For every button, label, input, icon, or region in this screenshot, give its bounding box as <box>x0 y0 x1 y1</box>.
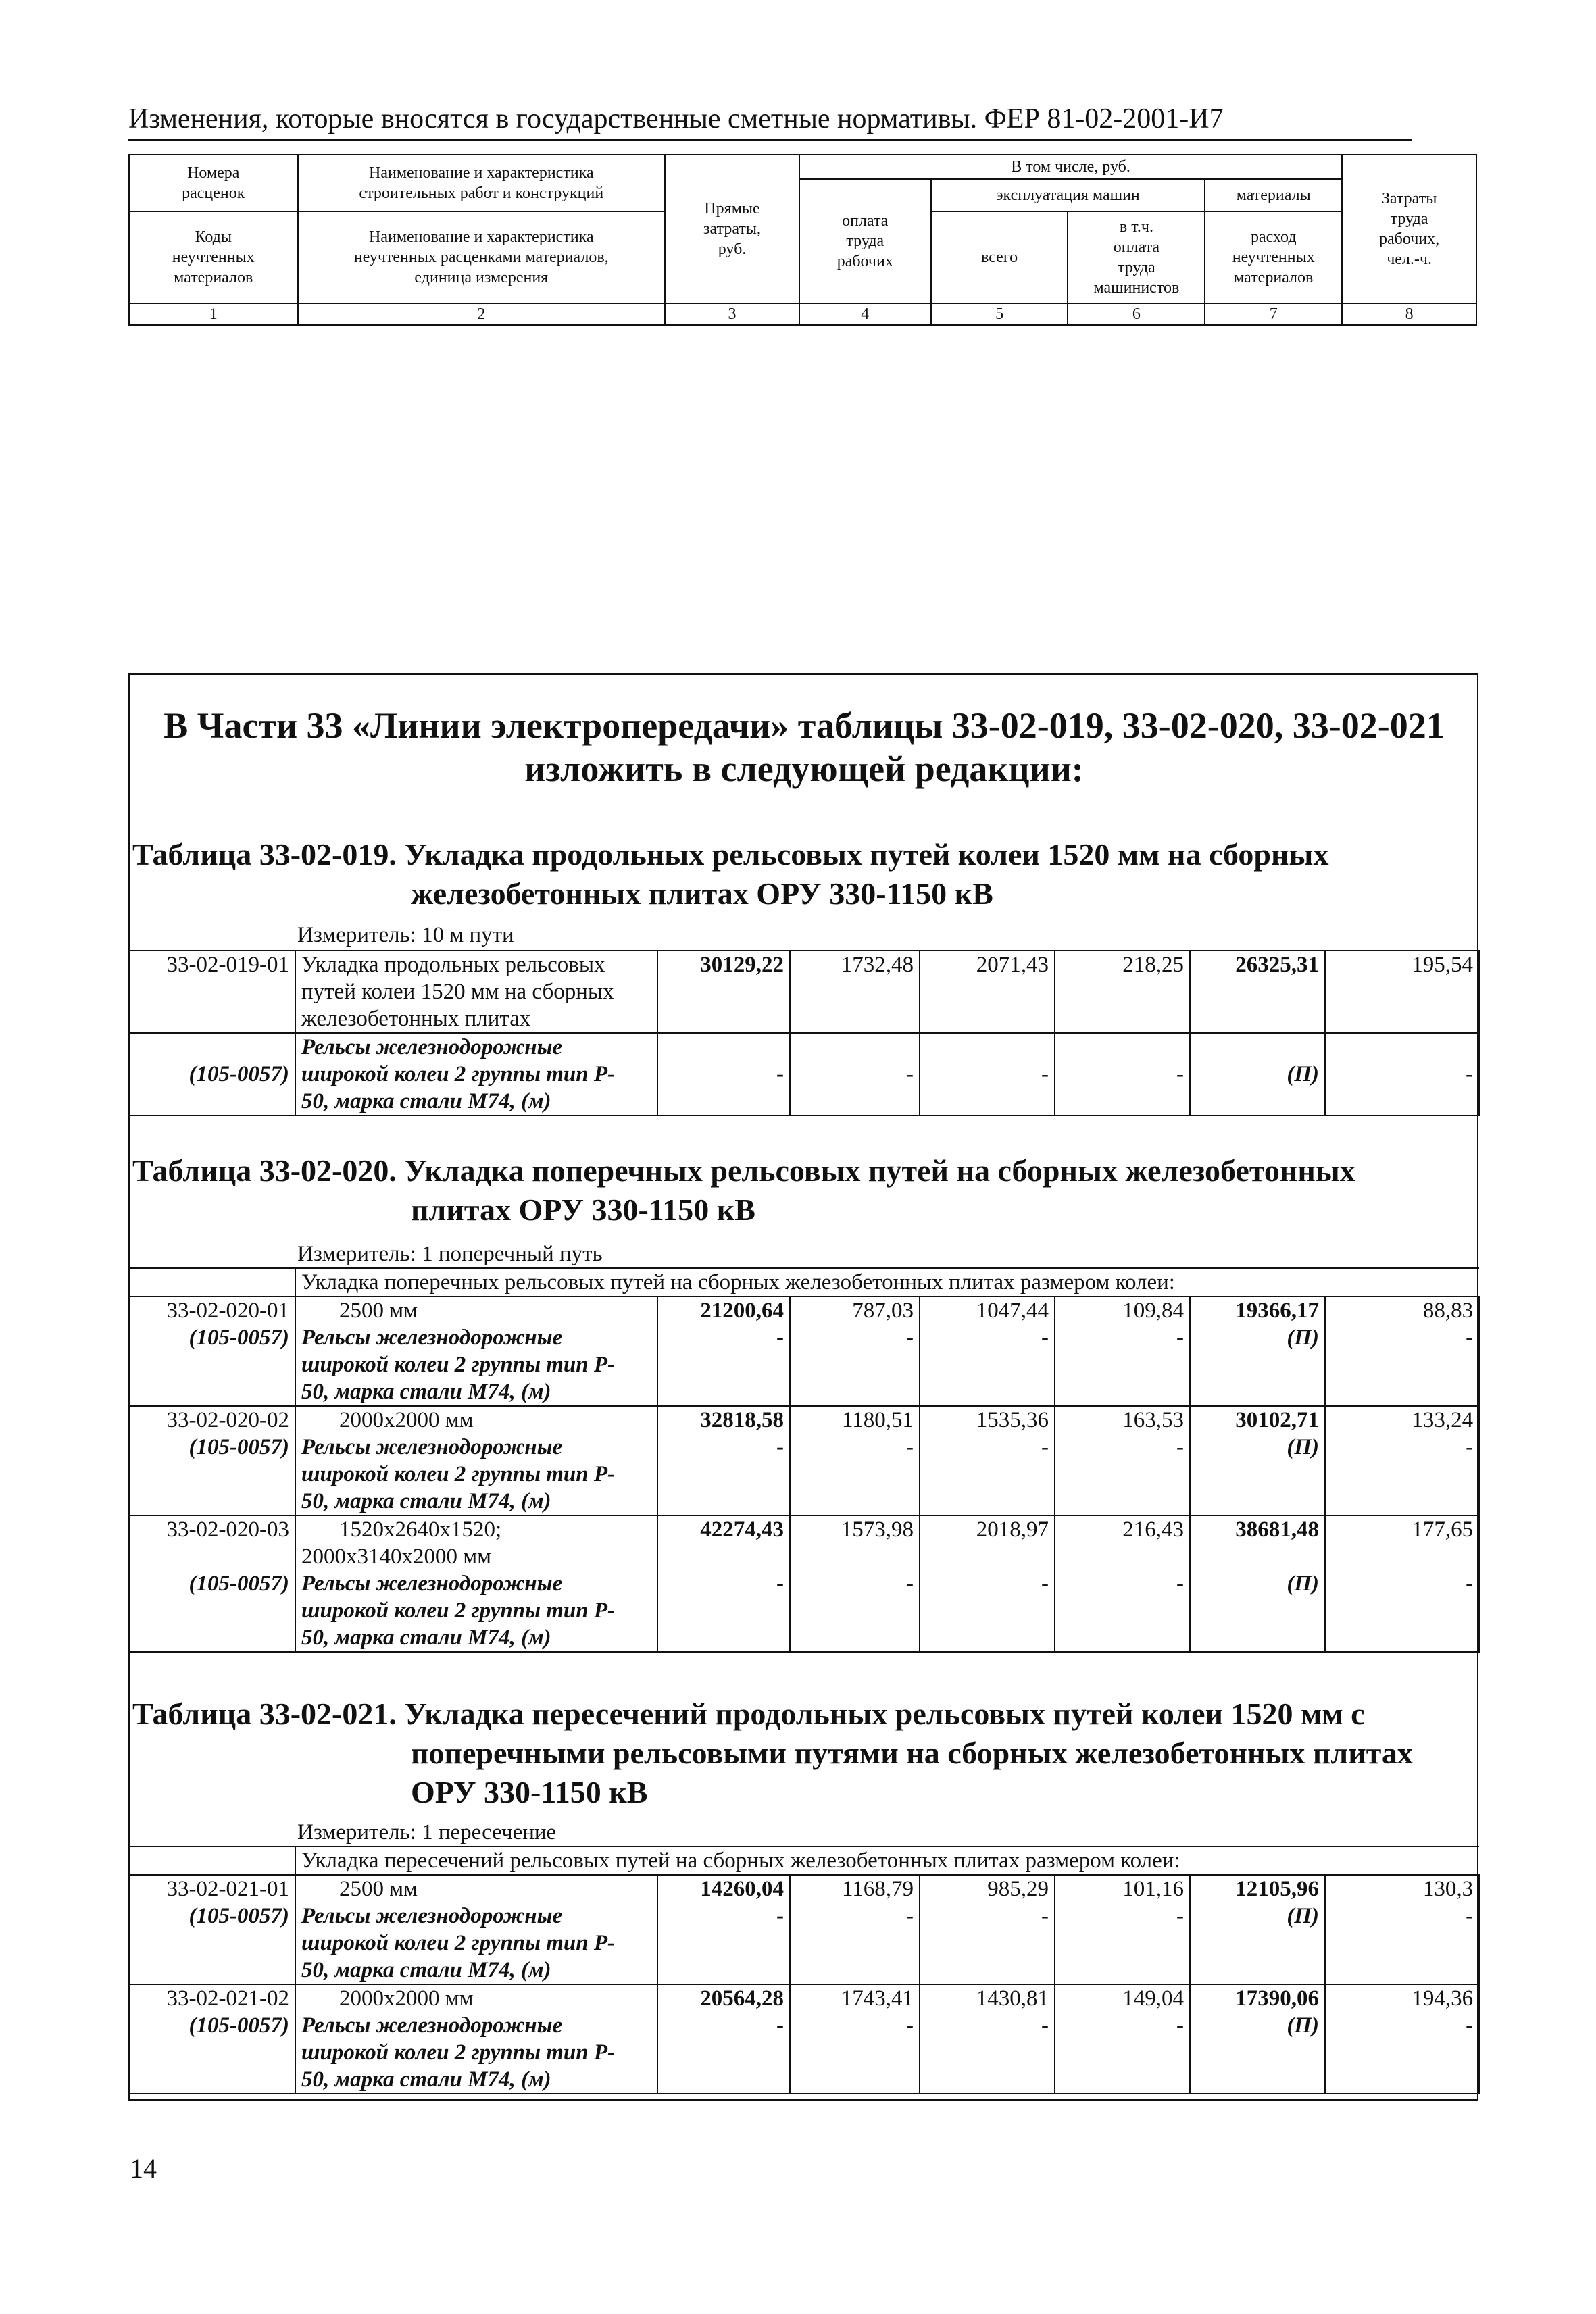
operators-pay: 163,53 - <box>1055 1406 1190 1515</box>
labor-hours: 130,3 - <box>1325 1875 1479 1984</box>
col8-header: Затраты труда рабочих, чел.-ч. <box>1342 155 1476 303</box>
col3-header: Прямые затраты, руб. <box>665 155 799 303</box>
material-name: Рельсы железнодорожные широкой колеи 2 группы тип Р- 50, марка стали М74, (м) <box>295 1033 657 1115</box>
work-name: 2000х2000 мм Рельсы железнодорожные широкой колеи 2 группы тип Р- 50, марка стали М74, (м) <box>295 1984 657 2094</box>
machines-total: 1047,44 - <box>920 1297 1055 1406</box>
rate-code: 33-02-020-01 (105-0057) <box>129 1297 295 1406</box>
col1-bottom-header: Коды неучтенных материалов <box>129 211 298 303</box>
table-row <box>129 1406 1479 1515</box>
labor-hours: 195,54 <box>1325 951 1479 1033</box>
labor-pay: 1180,51 - <box>790 1406 920 1515</box>
col7-header: расход неучтенных материалов <box>1205 211 1342 303</box>
labor-hours: 88,83 - <box>1325 1297 1479 1406</box>
direct-costs: 32818,58 - <box>657 1406 790 1515</box>
materials-header: материалы <box>1205 179 1342 211</box>
col1-top-header: Номера расценок <box>129 155 298 211</box>
operators-pay: 149,04 - <box>1055 1984 1190 2094</box>
column-header-table <box>128 154 1477 326</box>
dash-cell: - <box>790 1033 920 1115</box>
dash-cell: - <box>920 1033 1055 1115</box>
page-header: Изменения, которые вносятся в государственные сметные нормативы. ФЕР 81-02-2001-И7 <box>128 100 1412 141</box>
column-number: 7 <box>1205 303 1342 325</box>
table-021-title: Таблица 33-02-021. Укладка пересечений продольных рельсовых путей колеи 1520 мм с поперечными рельсовыми путями на сборных железобетонных плитах ОРУ 330-1150 кВ <box>132 1696 1413 1809</box>
operators-pay: 109,84 - <box>1055 1297 1190 1406</box>
column-number: 3 <box>665 303 799 325</box>
work-name: Укладка продольных рельсовых путей колеи 1520 мм на сборных железобетонных плитах <box>295 951 657 1033</box>
labor-pay: 1732,48 <box>790 951 920 1033</box>
table-021 <box>128 1846 1480 2094</box>
labor-pay: 787,03 - <box>790 1297 920 1406</box>
work-name: 2000х2000 мм Рельсы железнодорожные широкой колеи 2 группы тип Р- 50, марка стали М74, (м) <box>295 1406 657 1515</box>
materials-cost: 12105,96 (П) <box>1190 1875 1325 1984</box>
table-019-meter: Измеритель: 10 м пути <box>297 923 514 947</box>
direct-costs: 14260,04 - <box>657 1875 790 1984</box>
work-name: 1520х2640х1520; 2000х3140х2000 мм Рельсы железнодорожные широкой колеи 2 группы тип Р- 50, марка стали М74, (м) <box>295 1515 657 1652</box>
dash-cell: - <box>1325 1033 1479 1115</box>
labor-hours: 177,65 - <box>1325 1515 1479 1652</box>
table-row <box>129 1297 1479 1406</box>
table-020-title: Таблица 33-02-020. Укладка поперечных рельсовых путей на сборных железобетонных плитах ОРУ 330-1150 кВ <box>132 1153 1355 1227</box>
column-number: 6 <box>1068 303 1205 325</box>
materials-cost: 30102,71 (П) <box>1190 1406 1325 1515</box>
col2-top-header: Наименование и характеристика строительных работ и конструкций <box>298 155 666 211</box>
machines-total: 1430,81 - <box>920 1984 1055 2094</box>
col5-header: всего <box>931 211 1068 303</box>
rate-code: 33-02-021-01 (105-0057) <box>129 1875 295 1984</box>
rate-code: 33-02-019-01 <box>129 951 295 1033</box>
direct-costs: 30129,22 <box>657 951 790 1033</box>
dash-cell: - <box>657 1033 790 1115</box>
column-number: 1 <box>129 303 298 325</box>
column-number: 8 <box>1342 303 1476 325</box>
column-number: 5 <box>931 303 1068 325</box>
table-021-meter: Измеритель: 1 пересечение <box>297 1820 557 1844</box>
work-name: 2500 мм Рельсы железнодорожные широкой колеи 2 группы тип Р- 50, марка стали М74, (м) <box>295 1875 657 1984</box>
labor-pay: 1573,98 - <box>790 1515 920 1652</box>
page-number: 14 <box>130 2153 157 2184</box>
operators-pay: 216,43 - <box>1055 1515 1190 1652</box>
col4-header: оплата труда рабочих <box>799 179 931 303</box>
machines-total: 985,29 - <box>920 1875 1055 1984</box>
table-row <box>129 1984 1479 2094</box>
materials-cost: 19366,17 (П) <box>1190 1297 1325 1406</box>
intro-heading: В Части 33 «Линии электропередачи» таблицы 33-02-019, 33-02-020, 33-02-021 изложить в следующей редакции: <box>164 705 1445 789</box>
table-020-section: Укладка поперечных рельсовых путей на сборных железобетонных плитах размером колеи: <box>295 1268 1479 1297</box>
table-row <box>129 951 1479 1033</box>
table-row <box>129 1033 1479 1115</box>
labor-hours: 133,24 - <box>1325 1406 1479 1515</box>
materials-cost: 17390,06 (П) <box>1190 1984 1325 2094</box>
table-020 <box>128 1267 1480 1653</box>
rate-code: 33-02-021-02 (105-0057) <box>129 1984 295 2094</box>
direct-costs: 20564,28 - <box>657 1984 790 2094</box>
material-code: (105-0057) <box>129 1033 295 1115</box>
labor-hours: 194,36 - <box>1325 1984 1479 2094</box>
group-header: В том числе, руб. <box>799 155 1342 179</box>
operators-pay: 101,16 - <box>1055 1875 1190 1984</box>
table-row <box>129 1515 1479 1652</box>
direct-costs: 42274,43 - <box>657 1515 790 1652</box>
table-row <box>129 1875 1479 1984</box>
column-number: 2 <box>298 303 666 325</box>
labor-pay: 1168,79 - <box>790 1875 920 1984</box>
table-021-section: Укладка пересечений рельсовых путей на сборных железобетонных плитах размером колеи: <box>295 1846 1479 1875</box>
col2-bottom-header: Наименование и характеристика неучтенных расценками материалов, единица измерения <box>298 211 666 303</box>
labor-pay: 1743,41 - <box>790 1984 920 2094</box>
machines-header: эксплуатация машин <box>931 179 1205 211</box>
materials-cost: 26325,31 <box>1190 951 1325 1033</box>
rate-code: 33-02-020-03 (105-0057) <box>129 1515 295 1652</box>
p-mark: (П) <box>1190 1033 1325 1115</box>
materials-cost: 38681,48 (П) <box>1190 1515 1325 1652</box>
work-name: 2500 мм Рельсы железнодорожные широкой колеи 2 группы тип Р- 50, марка стали М74, (м) <box>295 1297 657 1406</box>
machines-total: 2018,97 - <box>920 1515 1055 1652</box>
direct-costs: 21200,64 - <box>657 1297 790 1406</box>
col6-header: в т.ч. оплата труда машинистов <box>1068 211 1205 303</box>
dash-cell: - <box>1055 1033 1190 1115</box>
machines-total: 2071,43 <box>920 951 1055 1033</box>
table-020-meter: Измеритель: 1 поперечный путь <box>297 1242 603 1266</box>
rate-code: 33-02-020-02 (105-0057) <box>129 1406 295 1515</box>
column-number: 4 <box>799 303 931 325</box>
table-019 <box>128 950 1480 1116</box>
machines-total: 1535,36 - <box>920 1406 1055 1515</box>
operators-pay: 218,25 <box>1055 951 1190 1033</box>
table-019-title: Таблица 33-02-019. Укладка продольных рельсовых путей колеи 1520 мм на сборных железобетонных плитах ОРУ 330-1150 кВ <box>132 837 1329 911</box>
